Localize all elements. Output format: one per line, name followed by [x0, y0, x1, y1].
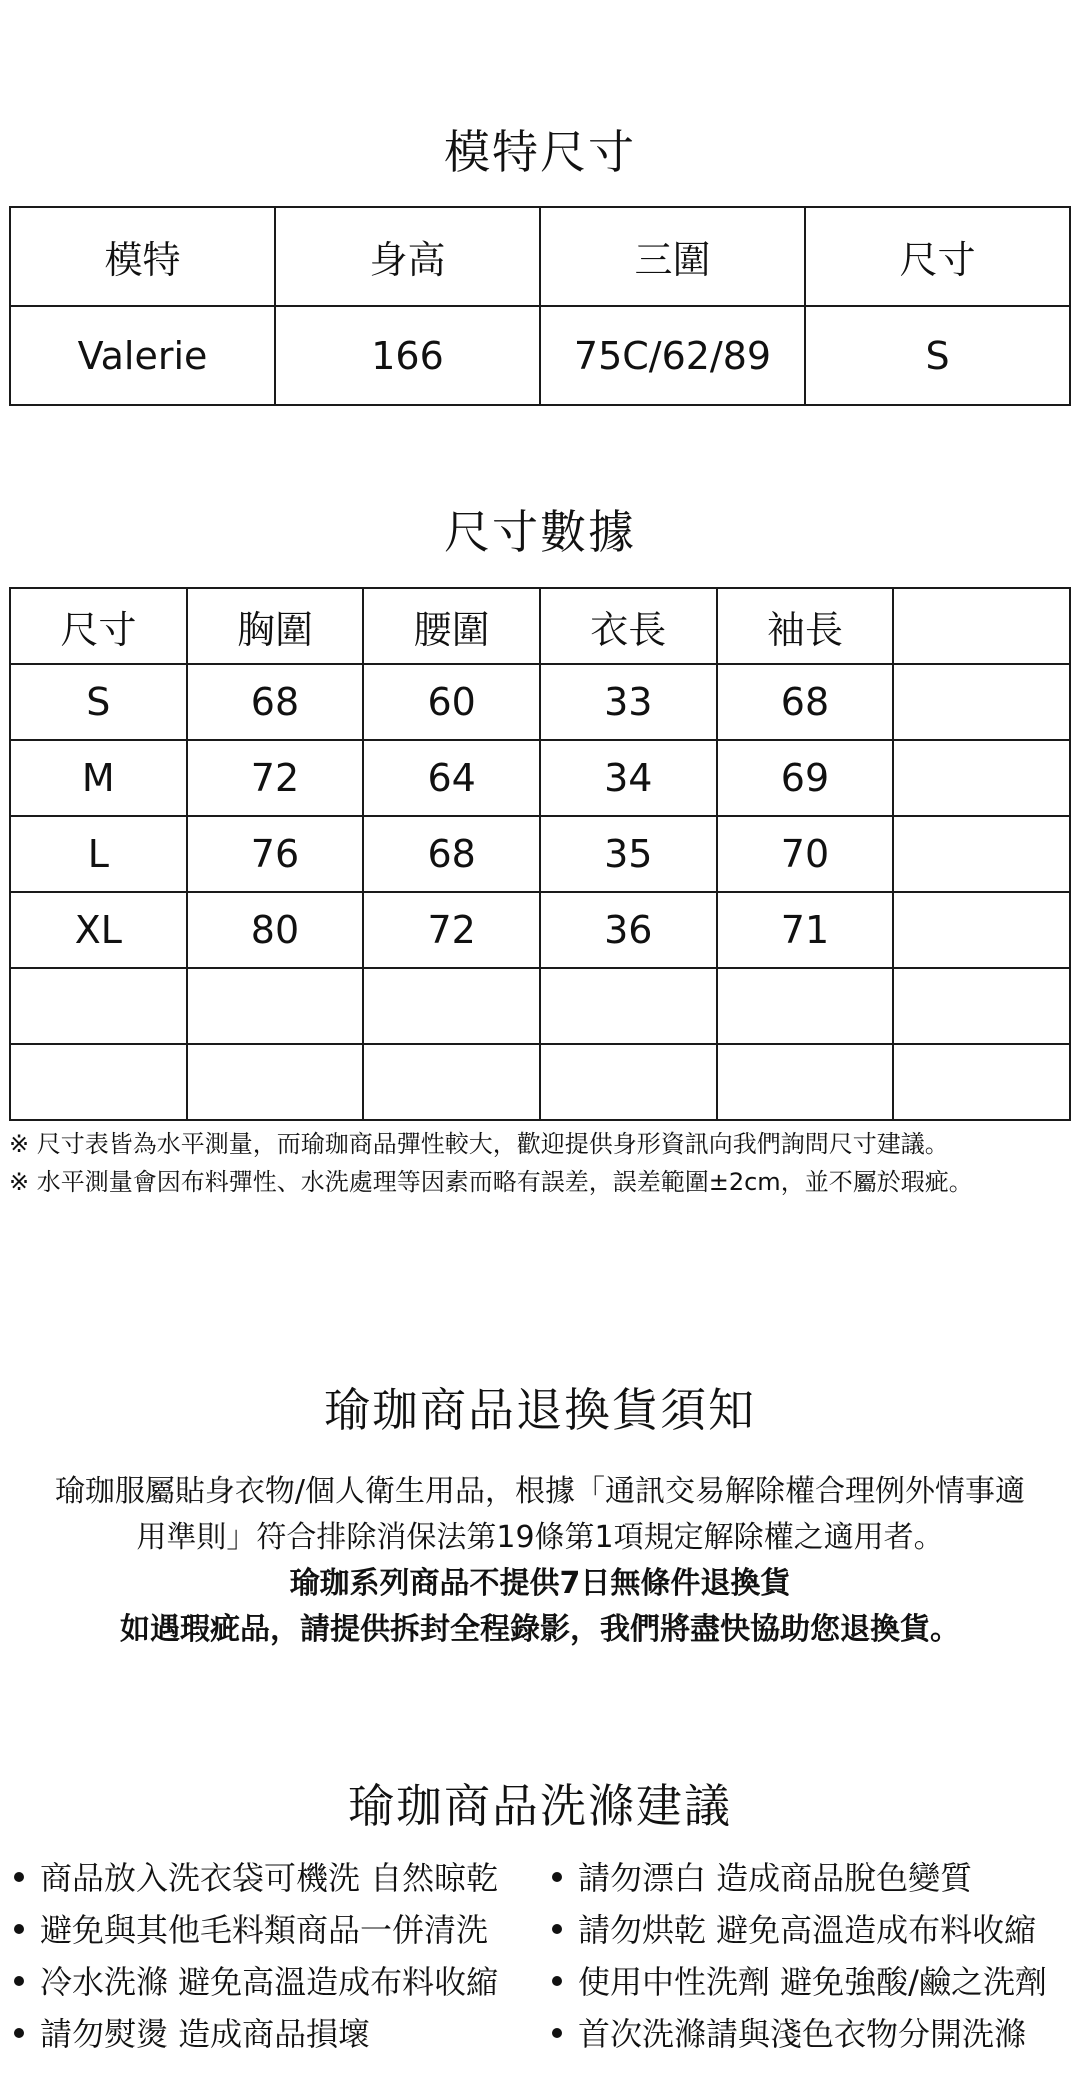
table-cell: 75C/62/89 [540, 306, 805, 405]
table-cell [187, 968, 364, 1044]
table-cell [10, 1044, 187, 1120]
return-policy-text: 用準則」符合排除消保法第19條第1項規定解除權之適用者。 [136, 1520, 944, 1555]
table-cell [10, 968, 187, 1044]
list-item-text: 首次洗滌請與淺色衣物分開洗滌 [578, 2015, 1027, 2053]
table-cell [893, 816, 1070, 892]
list-item [14, 1852, 498, 1904]
table-cell: L [10, 816, 187, 892]
bullet-icon [552, 1976, 562, 1986]
table-cell: 36 [540, 892, 717, 968]
table-cell [893, 1044, 1070, 1120]
table-header-cell: 腰圍 [363, 588, 540, 664]
list-item-text: 使用中性洗劑 避免強酸/鹼之洗劑 [578, 1963, 1047, 2001]
table-cell: 72 [187, 740, 364, 816]
bullet-icon [14, 1976, 24, 1986]
table-cell: 33 [540, 664, 717, 740]
list-item-text: 避免與其他毛料類商品一併清洗 [40, 1911, 489, 1949]
table-row [10, 306, 1070, 405]
table-header-cell: 身高 [275, 207, 540, 306]
table-cell [363, 1044, 540, 1120]
table-cell: 76 [187, 816, 364, 892]
table-cell: XL [10, 892, 187, 968]
size-note: ※ 尺寸表皆為水平測量，而瑜珈商品彈性較大，歡迎提供身形資訊向我們詢問尺寸建議。 [9, 1130, 949, 1158]
list-item-text: 請勿漂白 造成商品脫色變質 [578, 1859, 973, 1897]
bullet-icon [14, 1872, 24, 1882]
table-cell: 60 [363, 664, 540, 740]
table-cell: S [805, 306, 1070, 405]
washing-tips-right-list [552, 1852, 1047, 2060]
return-policy-emphasis: 瑜珈系列商品不提供7日無條件退換貨 [289, 1566, 791, 1601]
table-cell: 34 [540, 740, 717, 816]
list-item-text: 商品放入洗衣袋可機洗 自然晾乾 [40, 1859, 499, 1897]
table-cell [187, 1044, 364, 1120]
list-item [14, 1904, 498, 1956]
table-cell: 71 [717, 892, 894, 968]
table-row [10, 892, 1070, 968]
table-cell: 70 [717, 816, 894, 892]
table-header-cell: 模特 [10, 207, 275, 306]
table-header-cell: 胸圍 [187, 588, 364, 664]
table-row [10, 968, 1070, 1044]
bullet-icon [14, 2028, 24, 2038]
table-cell: M [10, 740, 187, 816]
size-data-table [9, 587, 1071, 1121]
return-policy-text: 瑜珈服屬貼身衣物/個人衛生用品，根據「通訊交易解除權合理例外情事適 [54, 1474, 1026, 1509]
table-row [10, 816, 1070, 892]
table-cell [540, 1044, 717, 1120]
table-header-cell: 三圍 [540, 207, 805, 306]
washing-tips-left-list [14, 1852, 498, 2060]
table-row [10, 664, 1070, 740]
table-cell: 68 [717, 664, 894, 740]
table-cell: 72 [363, 892, 540, 968]
table-cell: 68 [363, 816, 540, 892]
list-item-text: 請勿熨燙 造成商品損壞 [40, 2015, 371, 2053]
table-cell [717, 968, 894, 1044]
list-item [14, 2008, 498, 2060]
table-cell: 35 [540, 816, 717, 892]
table-cell [717, 1044, 894, 1120]
model-size-title: 模特尺寸 [444, 125, 636, 179]
table-header-cell: 尺寸 [10, 588, 187, 664]
table-header-row [10, 588, 1070, 664]
table-header-cell [893, 588, 1070, 664]
table-row [10, 1044, 1070, 1120]
bullet-icon [14, 1924, 24, 1934]
list-item-text: 冷水洗滌 避免高溫造成布料收縮 [40, 1963, 499, 2001]
table-header-cell: 尺寸 [805, 207, 1070, 306]
table-cell: 166 [275, 306, 540, 405]
table-header-cell: 袖長 [717, 588, 894, 664]
size-data-title: 尺寸數據 [444, 505, 636, 559]
table-cell: 69 [717, 740, 894, 816]
table-cell: 64 [363, 740, 540, 816]
table-cell: 68 [187, 664, 364, 740]
bullet-icon [552, 2028, 562, 2038]
washing-tips-title: 瑜珈商品洗滌建議 [348, 1779, 732, 1833]
table-cell [540, 968, 717, 1044]
table-row [10, 740, 1070, 816]
return-policy-title: 瑜珈商品退換貨須知 [324, 1383, 756, 1437]
table-header-row [10, 207, 1070, 306]
bullet-icon [552, 1872, 562, 1882]
table-cell: S [10, 664, 187, 740]
list-item [14, 1956, 498, 2008]
table-cell: 80 [187, 892, 364, 968]
list-item [552, 1904, 1047, 1956]
size-note: ※ 水平測量會因布料彈性、水洗處理等因素而略有誤差，誤差範圍±2cm，並不屬於瑕疵。 [9, 1168, 973, 1196]
return-policy-emphasis: 如遇瑕疵品，請提供拆封全程錄影，我們將盡快協助您退換貨。 [120, 1612, 960, 1647]
bullet-icon [552, 1924, 562, 1934]
table-cell: Valerie [10, 306, 275, 405]
table-cell [893, 968, 1070, 1044]
list-item [552, 1852, 1047, 1904]
table-header-cell: 衣長 [540, 588, 717, 664]
table-cell [893, 892, 1070, 968]
list-item [552, 2008, 1047, 2060]
model-size-table [9, 206, 1071, 406]
table-cell [893, 664, 1070, 740]
table-cell [363, 968, 540, 1044]
table-cell [893, 740, 1070, 816]
list-item-text: 請勿烘乾 避免高溫造成布料收縮 [578, 1911, 1037, 1949]
list-item [552, 1956, 1047, 2008]
